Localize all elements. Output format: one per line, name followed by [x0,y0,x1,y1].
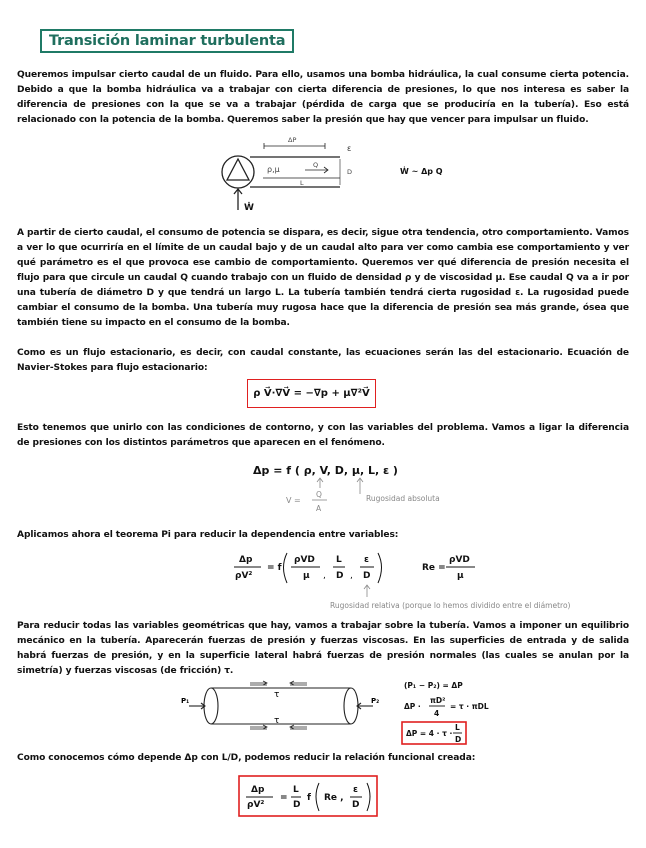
eps-label: ε [347,144,352,153]
pi-b-num: L [336,555,342,565]
final-eq: = [280,793,288,803]
paragraph-contorno: Esto tenemos que unirlo con las condiciones de contorno, y con las variables del problema. Vamos a ligar la diferencia de presiones con los distintos parámetros que aparecen en el fenómeno. [17,423,629,448]
final-lhs-den: ρV² [247,800,265,810]
dp-function: Δp = f ( ρ, V, D, μ, L, ε ) [253,464,398,477]
final-e-den: D [352,800,360,810]
tau-top: τ [274,690,280,700]
pi-a-den: μ [303,571,310,581]
dp-function-equation [238,456,488,526]
rugosidad-relativa: Rugosidad relativa (porque lo hemos dividido entre el diámetro) [330,601,571,610]
navier-stokes-equation: ρ V⃗·∇V⃗ = −∇p + μ∇²V⃗ [247,379,376,408]
final-lhs-num: Δp [251,785,265,795]
power-relation: Ẇ ~ Δp Q [400,167,443,176]
p1-label: P₁ [181,697,190,705]
final-f: f [307,793,311,803]
pi-lhs-den: ρV² [235,571,253,581]
final-l: L [293,785,299,795]
final-re: Re , [324,793,344,803]
svg-text:,: , [350,571,353,581]
re-num: ρVD [449,555,470,565]
pipe-eq1: (P₁ − P₂) = ΔP [404,681,463,690]
paragraph-tuberia: Para reducir todas las variables geométricas que hay, vamos a trabajar sobre la tubería. Vamos a imponer un equilibrio mecánico en la tubería. Aparecerán fuerzas de presión y fuerzas viscosas. En las superficies de entrada y de salida habrá fuerzas de presión, y en la superficie lateral habrá fuerzas de presión normales (las cuales se anulan por la simetría) y fuerzas viscosas (de fricción) τ. [17,621,629,676]
v-def-left: V = [286,496,301,505]
rugosidad-absoluta: Rugosidad absoluta [366,494,440,503]
page-title: Transición laminar turbulenta [40,29,294,53]
pi-b-den: D [336,571,344,581]
pipe-eq2-den: 4 [434,709,440,718]
p2-label: P₂ [371,697,380,705]
paragraph-intro: Queremos impulsar cierto caudal de un fluido. Para ello, usamos una bomba hidráulica, la cual consume cierta potencia. Debido a que la bomba hidráulica va a trabajar con cierta diferencia de presiones, lo que nos interesa es saber la diferencia de presiones con la que se va a trabajar (pérdida de carga que se produciría en la tubería). Eso está relacionado con la potencia de la bomba. Queremos saber la presión que hay que vencer para impulsar un fluido. [17,70,629,125]
paragraph-pi: Aplicamos ahora el teorema Pi para reducir la dependencia entre variables: [17,530,399,540]
paragraph-context: A partir de cierto caudal, el consumo de potencia se dispara, es decir, sigue otra tendencia, otro comportamiento. Vamos a ver lo que ocurriría en el límite de un caudal bajo y de un caudal alto para ver como cambia ese comportamiento y ver qué parámetro es el que provoca ese cambio de comportamiento. Queremos ver qué diferencia de presión necesita el flujo para que circule un caudal Q cuando trabajo con un fluido de densidad ρ y de viscosidad μ. Ese caudal Q va a ir por una tubería de diámetro D y que tendrá un largo L. La tubería también tendrá cierta rugosidad ε. La rugosidad puede cambiar el consumo de la bomba. Una tubería muy rugosa hace que la diferencia de presión sea más grande, ósea que también tiene su impacto en el consumo de la bomba. [17,228,629,328]
l-label: L [300,179,304,187]
rho-mu-label: ρ,μ [267,165,280,174]
pipe-eq3-a: ΔP = 4 · τ · [406,729,453,738]
re-lhs: Re = [422,563,446,573]
pi-c-den: D [363,571,371,581]
pipe-eq2-num: πD² [430,696,446,705]
pipe-eq2-a: ΔP · [404,702,421,711]
pump-pipe-diagram [200,132,480,222]
tau-bottom: τ [274,716,280,726]
final-d: D [293,800,301,810]
pipe-eq3-num: L [455,723,460,732]
svg-text:,: , [323,571,326,581]
pi-a-num: ρVD [294,555,315,565]
pi-lhs-num: Δp [239,555,253,565]
q-label: Q [313,161,319,169]
w-label: Ẇ [244,203,254,213]
dp-label: ΔP [288,136,297,144]
paragraph-navier: Como es un flujo estacionario, es decir, con caudal constante, las ecuaciones serán las del estacionario. Ecuación de Navier-Stokes para flujo estacionario: [17,348,629,373]
pipe-eq3-den: D [455,735,462,744]
v-def-den: A [316,504,322,513]
pipe-eq2-b: = τ · πDL [450,702,489,711]
v-def-num: Q [316,490,322,499]
paragraph-final: Como conocemos cómo depende Δp con L/D, podemos reducir la relación funcional creada: [17,753,476,763]
final-e-num: ε [353,785,359,795]
final-equation [238,775,378,817]
pi-theorem-equation [225,545,605,615]
re-den: μ [457,571,464,581]
d-label: D [347,168,353,176]
pi-eq: = f [267,563,282,573]
pi-c-num: ε [364,555,370,565]
pump-icon [222,156,254,188]
pipe-equations [400,678,510,746]
